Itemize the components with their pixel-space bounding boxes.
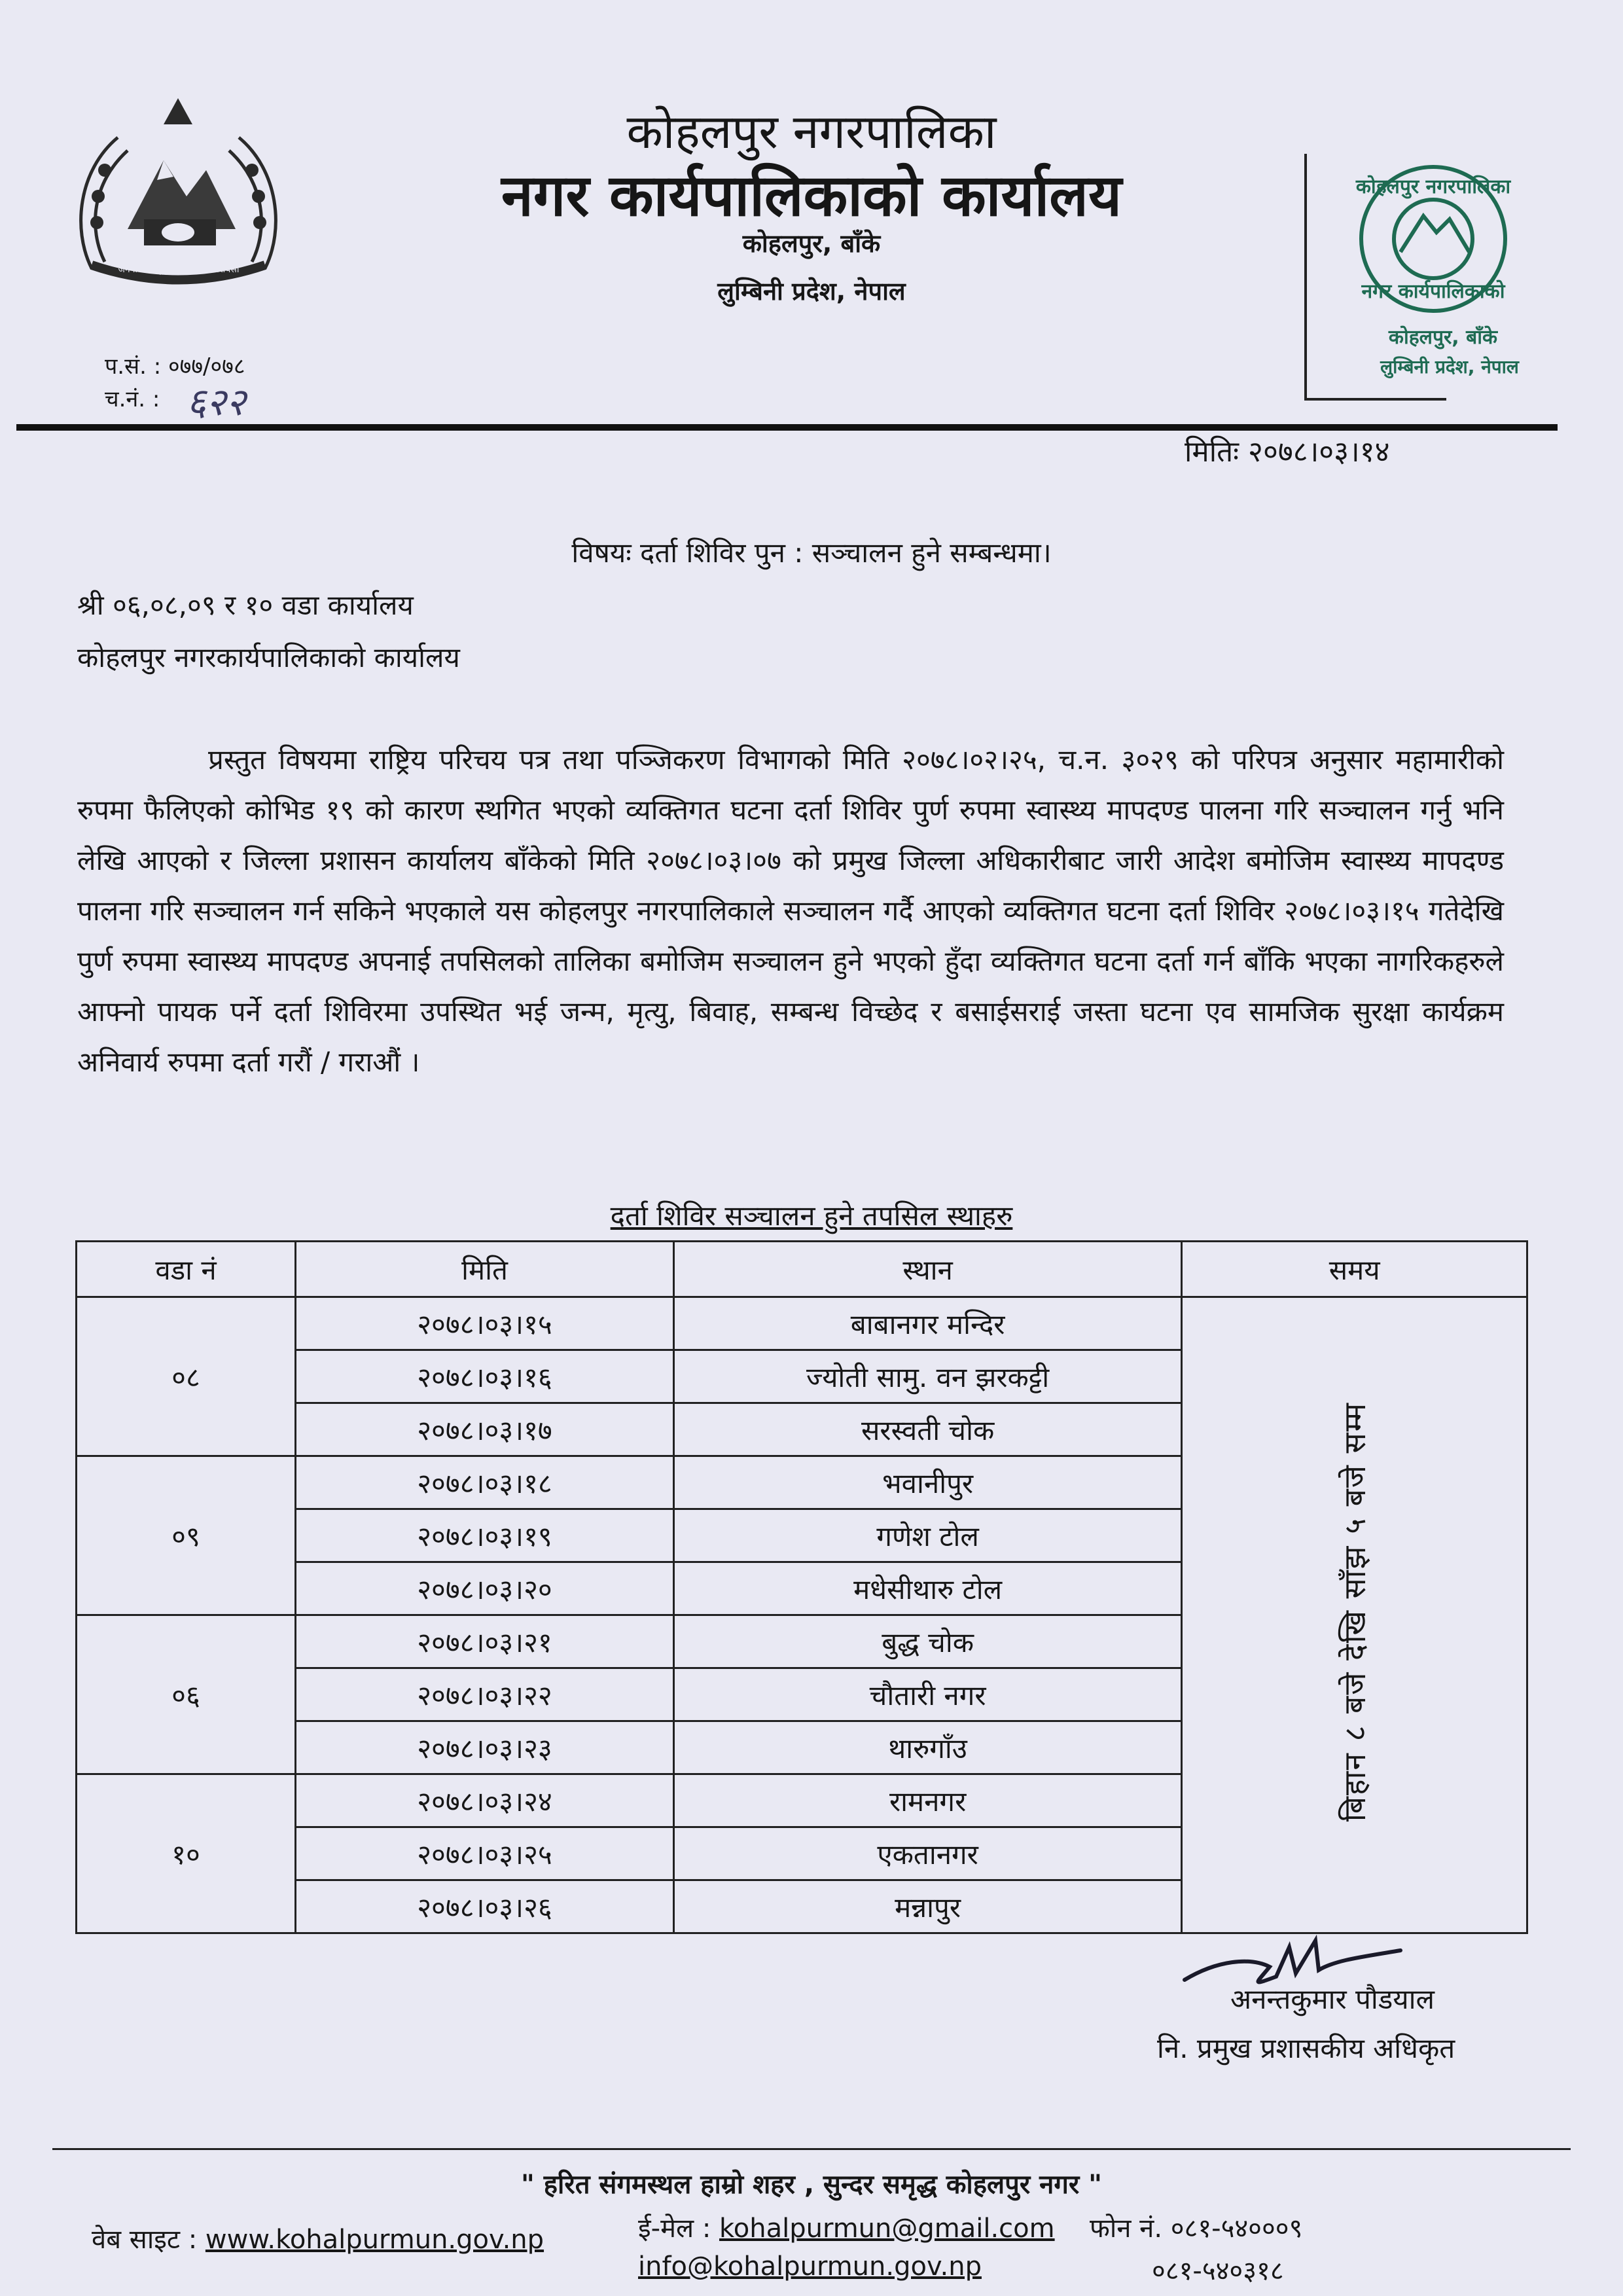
table-row bbox=[77, 1297, 1527, 1350]
municipality-name: कोहलपुर नगरपालिका bbox=[626, 104, 997, 159]
date-cell: २०७८।०३।२३ bbox=[296, 1721, 674, 1774]
date-cell: २०७८।०३।१५ bbox=[296, 1297, 674, 1350]
schedule-table bbox=[75, 1240, 1528, 1934]
recipient-line-2: कोहलपुर नगरकार्यपालिकाको कार्यालय bbox=[77, 641, 460, 673]
ward-cell: ०८ bbox=[77, 1297, 296, 1456]
ps-number: प.सं. : ०७७/०७८ bbox=[105, 353, 245, 380]
table-header-row bbox=[77, 1242, 1527, 1297]
letter-date: मितिः २०७८।०३।१४ bbox=[1185, 435, 1390, 469]
phone-label: फोन नं. bbox=[1090, 2214, 1163, 2244]
subject-line: विषयः दर्ता शिविर पुन : सञ्चालन हुने सम्बन्धमा। bbox=[571, 537, 1052, 569]
date-cell: २०७८।०३।२२ bbox=[296, 1668, 674, 1721]
header-time: समय bbox=[1182, 1242, 1527, 1297]
seal-text-base: लुम्बिनी प्रदेश, नेपाल bbox=[1380, 356, 1519, 378]
header-divider bbox=[16, 424, 1558, 431]
signatory-title: नि. प्रमुख प्रशासकीय अधिकृत bbox=[1157, 2032, 1455, 2064]
date-cell: २०७८।०३।१८ bbox=[296, 1456, 674, 1509]
footer-slogan: " हरित संगमस्थल हाम्रो शहर , सुन्दर समृद्ध कोहलपुर नगर " bbox=[520, 2170, 1102, 2200]
website-link[interactable]: www.kohalpurmun.gov.np bbox=[205, 2225, 544, 2255]
header-place: स्थान bbox=[673, 1242, 1181, 1297]
body-paragraph: प्रस्तुत विषयमा राष्ट्रिय परिचय पत्र तथा पञ्जिकरण विभागको मिति २०७८।०२।२५, च.न. ३०२९ को परिपत्र अनुसार महामारीको रुपमा फैलिएको कोभिड १९ को कारण स्थगित भएको व्यक्तिगत घटना दर्ता शिविर पुर्ण रुपमा स्वास्थ्य मापदण्ड पालना गरि सञ्चालन गर्नु भनि लेखि आएको र जिल्ला प्रशासन कार्यालय बाँकेको मिति २०७८।०३।०७ को प्रमुख जिल्ला अधिकारीबाट जारी आदेश बमोजिम स्वास्थ्य मापदण्ड पालना गरि सञ्चालन गर्न सकिने भएकाले यस कोहलपुर नगरपालिकाले सञ्चालन गर्दै आएको व्यक्तिगत घटना दर्ता शिविर २०७८।०३।१५ गतेदेखि पुर्ण रुपमा स्वास्थ्य मापदण्ड अपनाई तपसिलको तालिका बमोजिम सञ्चालन हुने भएको हुँदा व्यक्तिगत घटना दर्ता गर्न बाँकि भएका नागरिकहरुले आफ्नो पायक पर्ने दर्ता शिविरमा उपस्थित भई जन्म, मृत्यु, बिवाह, सम्बन्ध विच्छेद र बसाईसराई जस्ता घटना एव सामजिक सुरक्षा कार्यक्रम अनिवार्य रुपमा दर्ता गरौं / गराऔं । bbox=[77, 744, 1504, 1078]
date-cell: २०७८।०३।१६ bbox=[296, 1350, 674, 1403]
office-province: लुम्बिनी प्रदेश, नेपाल bbox=[717, 277, 906, 306]
time-text: बिहान ८ बजे देखि साँझ ५ बजे सम्म bbox=[1336, 1401, 1372, 1822]
header-ward: वडा नं bbox=[77, 1242, 296, 1297]
date-cell: २०७८।०३।१७ bbox=[296, 1403, 674, 1456]
place-cell: थारुगाँउ bbox=[673, 1721, 1181, 1774]
date-cell: २०७८।०३।२० bbox=[296, 1562, 674, 1615]
letter-body bbox=[77, 734, 1504, 1087]
ward-cell: १० bbox=[77, 1774, 296, 1933]
date-cell: २०७८।०३।२६ bbox=[296, 1880, 674, 1933]
email-link-2[interactable]: info@kohalpurmun.gov.np bbox=[638, 2251, 982, 2282]
place-cell: ज्योती सामु. वन झरकट्टी bbox=[673, 1350, 1181, 1403]
time-cell bbox=[1182, 1297, 1527, 1933]
footer-phone bbox=[1090, 2209, 1302, 2245]
place-cell: बाबानगर मन्दिर bbox=[673, 1297, 1181, 1350]
email-link[interactable]: kohalpurmun@gmail.com bbox=[719, 2214, 1055, 2244]
seal-text-bottom: कोहलपुर, बाँके bbox=[1388, 326, 1498, 349]
seal-text-mid: नगर कार्यपालिकाको bbox=[1361, 280, 1505, 303]
date-cell: २०७८।०३।२१ bbox=[296, 1615, 674, 1668]
date-cell: २०७८।०३।२४ bbox=[296, 1774, 674, 1827]
office-location: कोहलपुर, बाँके bbox=[742, 229, 881, 258]
ward-cell: ०९ bbox=[77, 1456, 296, 1615]
cn-handwritten-value: ६२२ bbox=[187, 380, 246, 424]
header-date: मिति bbox=[296, 1242, 674, 1297]
place-cell: चौतारी नगर bbox=[673, 1668, 1181, 1721]
footer-phone-2: ०८१-५४०३१८ bbox=[1152, 2256, 1284, 2286]
office-seal-stamp bbox=[1302, 141, 1551, 403]
phone-number-1: ०८१-५४०००९ bbox=[1170, 2214, 1303, 2244]
place-cell: मधेसीथारु टोल bbox=[673, 1562, 1181, 1615]
cn-label: च.नं. : bbox=[105, 386, 160, 412]
date-cell: २०७८।०३।२५ bbox=[296, 1827, 674, 1880]
office-name: नगर कार्यपालिकाको कार्यालय bbox=[501, 162, 1122, 229]
footer-website bbox=[92, 2220, 544, 2256]
place-cell: एकतानगर bbox=[673, 1827, 1181, 1880]
footer-email-2 bbox=[638, 2251, 982, 2282]
place-cell: गणेश टोल bbox=[673, 1509, 1181, 1562]
email-label: ई-मेल : bbox=[638, 2214, 711, 2244]
footer-divider bbox=[52, 2148, 1571, 2150]
emblem-caption: जननी जन्मभूमिश्च स्वर्गादपि गरीयसी bbox=[118, 264, 240, 275]
website-label: वेब साइट : bbox=[92, 2225, 198, 2255]
table-caption: दर्ता शिविर सञ्चालन हुने तपसिल स्थाहरु bbox=[610, 1200, 1013, 1232]
place-cell: सरस्वती चोक bbox=[673, 1403, 1181, 1456]
seal-text-top: कोहलपुर नगरपालिका bbox=[1355, 175, 1511, 198]
recipient-line-1: श्री ०६,०८,०९ र १० वडा कार्यालय bbox=[77, 589, 414, 621]
signatory-name: अनन्तकुमार पौडयाल bbox=[1230, 1983, 1435, 2015]
place-cell: रामनगर bbox=[673, 1774, 1181, 1827]
ward-cell: ०६ bbox=[77, 1615, 296, 1774]
date-cell: २०७८।०३।१९ bbox=[296, 1509, 674, 1562]
place-cell: बुद्ध चोक bbox=[673, 1615, 1181, 1668]
footer-email bbox=[638, 2209, 1055, 2245]
place-cell: मन्नापुर bbox=[673, 1880, 1181, 1933]
place-cell: भवानीपुर bbox=[673, 1456, 1181, 1509]
